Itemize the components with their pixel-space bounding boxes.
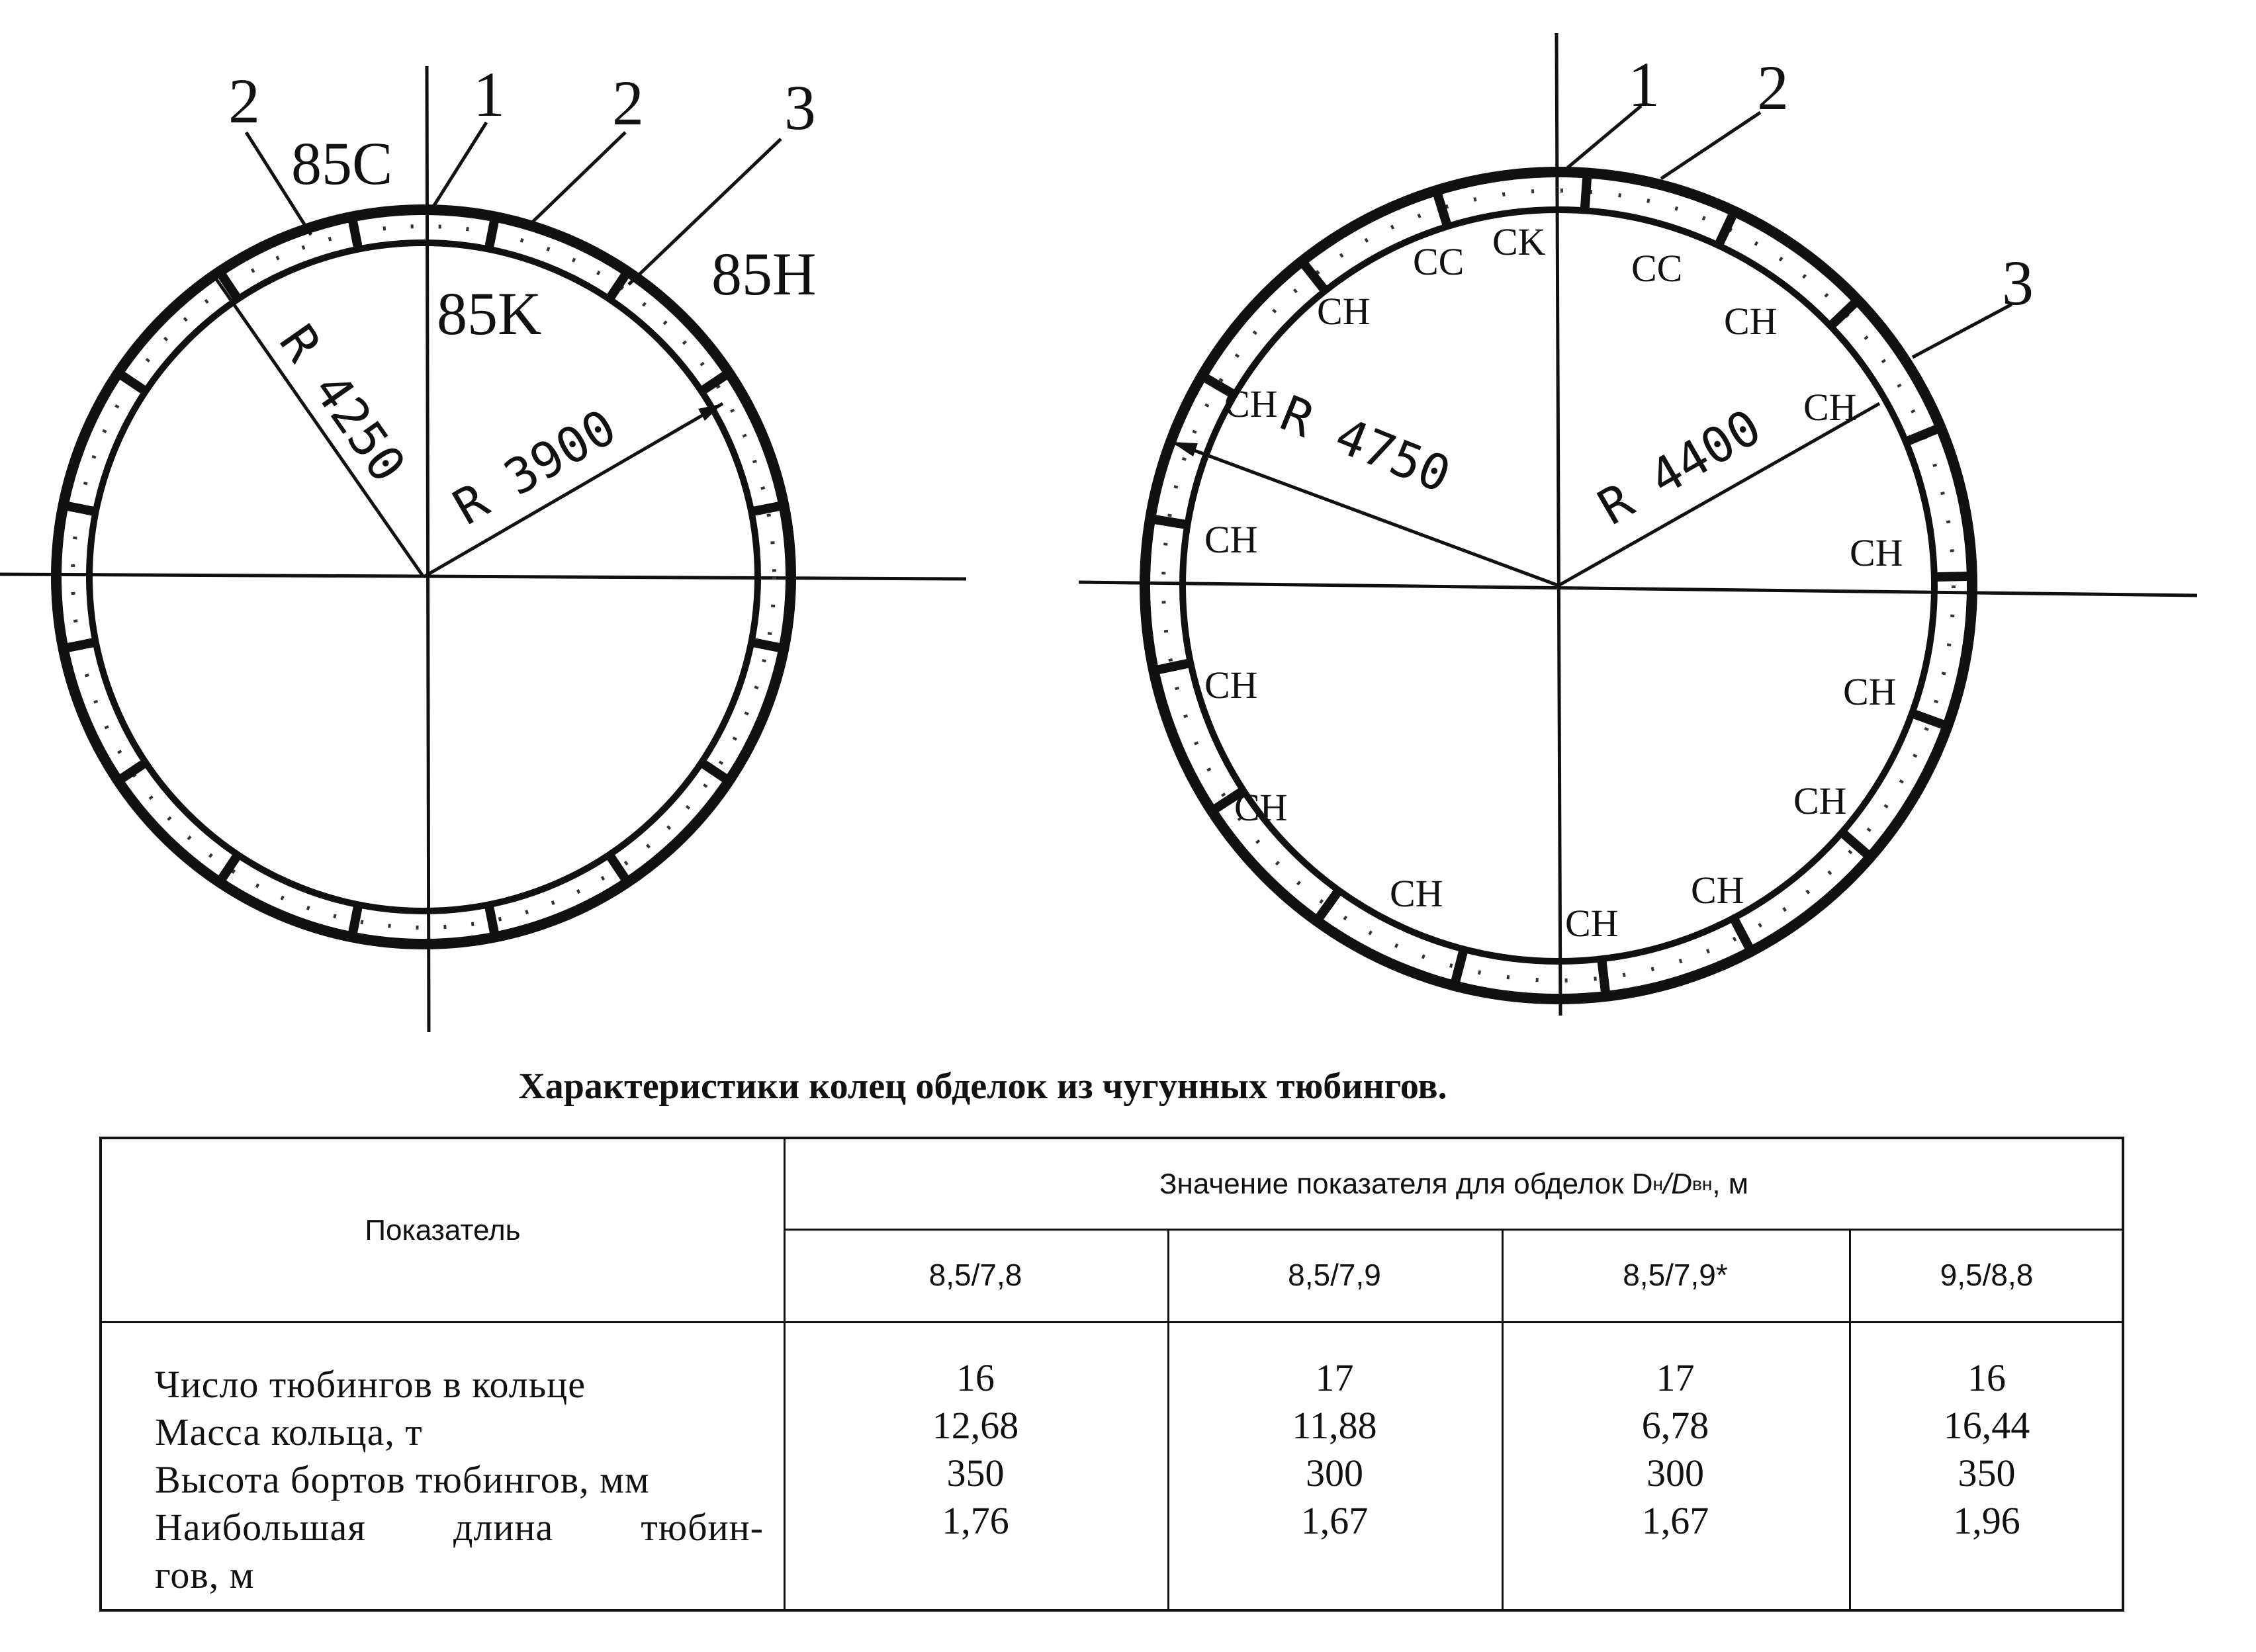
column-header-3: 8,5/7,9* [1623,1258,1728,1292]
segment-joint [489,904,496,937]
segment-joint [64,642,96,649]
right-callout-2: 2 [1757,52,1789,123]
segment-label-ch: CH [1317,290,1371,333]
right-inner-radius-label: R 4400 [1589,398,1771,537]
segment-joint [1317,891,1339,921]
segment-label-ch: CH [1204,664,1258,707]
column-values-3 [1502,1354,1849,1545]
row-name: Масса кольца, т [155,1411,423,1454]
cell-value: 350 [946,1452,1005,1495]
segment-joint [1455,949,1464,986]
segment-label-ch: CH [1793,779,1847,822]
column-header-2: 8,5/7,9 [1288,1258,1381,1292]
right-callout-1: 1 [1628,49,1660,120]
table-caption: Характеристики колец обделок из чугунных тюбингов. [518,1066,1447,1107]
segment-joint [1602,959,1606,996]
segment-label-ch: CH [1724,300,1778,343]
row-name: гов, м [155,1553,255,1596]
header-indicator: Показатель [365,1213,521,1246]
left-callout-2b: 2 [612,67,644,138]
right-callout-3: 3 [2002,247,2034,318]
column-header-4: 9,5/8,8 [1940,1258,2034,1292]
cell-value: 350 [1958,1452,2016,1495]
segment-label-ch: CH [1390,872,1443,915]
segment-label-ch: CH [1565,902,1619,945]
segment-label-ch: CH [1843,670,1897,713]
characteristics-table [99,1137,2124,1612]
segment-label-cc-left: CC [1413,240,1465,283]
cell-value: 16 [956,1356,995,1399]
column-values-2 [1167,1354,1502,1545]
segment-joint [1842,832,1870,857]
segment-label-ch: CH [1204,518,1258,561]
cell-value: 12,68 [932,1404,1019,1447]
segment-joint [1912,713,1948,726]
column-header-1: 8,5/7,8 [928,1258,1022,1292]
header-sub-vn: вн [1692,1173,1713,1194]
left-ring-drawing [0,66,966,1032]
segment-joint [1719,211,1735,245]
segment-labels-ch [1204,290,1903,945]
left-outer-radius-label: R 4250 [268,314,417,493]
cell-value: 6,78 [1641,1404,1709,1447]
segment-joint [1436,191,1447,226]
segment-joint [352,217,359,249]
left-callout-2a: 2 [228,65,260,136]
row-name: Наибольшая длина тюбин- [155,1506,764,1549]
segment-joint [751,642,784,649]
cell-value: 16 [1967,1356,2006,1399]
segment-joint [1153,663,1191,671]
segment-joint [701,373,729,392]
cell-value: 11,88 [1292,1404,1377,1447]
cell-value: 16,44 [1943,1404,2030,1447]
segment-label-ch: CH [1850,531,1903,574]
label-85c: 85C [291,130,393,197]
cell-value: 300 [1647,1452,1704,1495]
segment-joint [701,763,729,781]
cell-value: 1,67 [1300,1499,1369,1542]
segment-joint [220,855,238,883]
segment-joint [1734,918,1752,951]
header-sub-n: н [1652,1173,1663,1194]
column-values-1 [784,1354,1167,1545]
segment-joint [352,904,359,937]
segment-joint [1150,519,1187,525]
segment-label-ch: CH [1803,386,1857,429]
segment-joint [1302,261,1325,291]
row-name: Высота бортов тюбингов, мм [155,1458,650,1501]
header-group-unit: , м [1712,1167,1749,1200]
segment-joint [609,855,628,883]
segment-joint [751,505,784,512]
segment-joint [118,763,146,781]
segment-label-ck: CK [1492,220,1546,263]
segment-joint [1585,173,1588,211]
right-outer-radius-label: R 4750 [1273,384,1459,504]
segment-label-ch: CH [1234,786,1288,829]
left-callout-1: 1 [473,59,505,130]
segment-joint [64,505,96,512]
cell-value: 1,96 [1953,1499,2020,1542]
header-group-text: Значение показателя для обделок D [1159,1167,1653,1200]
header-group [784,1139,2124,1229]
row-names [155,1361,764,1599]
row-name: Число тюбингов в кольце [155,1363,586,1406]
left-inner-radius-label: R 3900 [444,398,626,537]
segment-joint [489,217,496,249]
header-group-mid: /D [1663,1167,1692,1200]
segment-joint [1830,300,1858,326]
cell-value: 300 [1306,1452,1363,1495]
left-callout-3: 3 [784,72,816,143]
cell-value: 17 [1315,1356,1354,1399]
cell-value: 1,76 [942,1499,1009,1542]
segment-joint [1934,576,1972,577]
segment-label-ch: CH [1691,869,1744,912]
segment-joint [118,373,146,392]
segment-label-cc-right: CC [1631,247,1683,290]
label-85h: 85H [711,240,817,308]
label-85k: 85K [437,280,542,347]
cell-value: 17 [1656,1356,1695,1399]
segment-label-ch: CH [1224,382,1278,425]
segment-joint [1906,427,1941,442]
column-values-4 [1849,1354,2124,1545]
segment-joint [609,272,628,300]
cell-value: 1,67 [1641,1499,1709,1542]
